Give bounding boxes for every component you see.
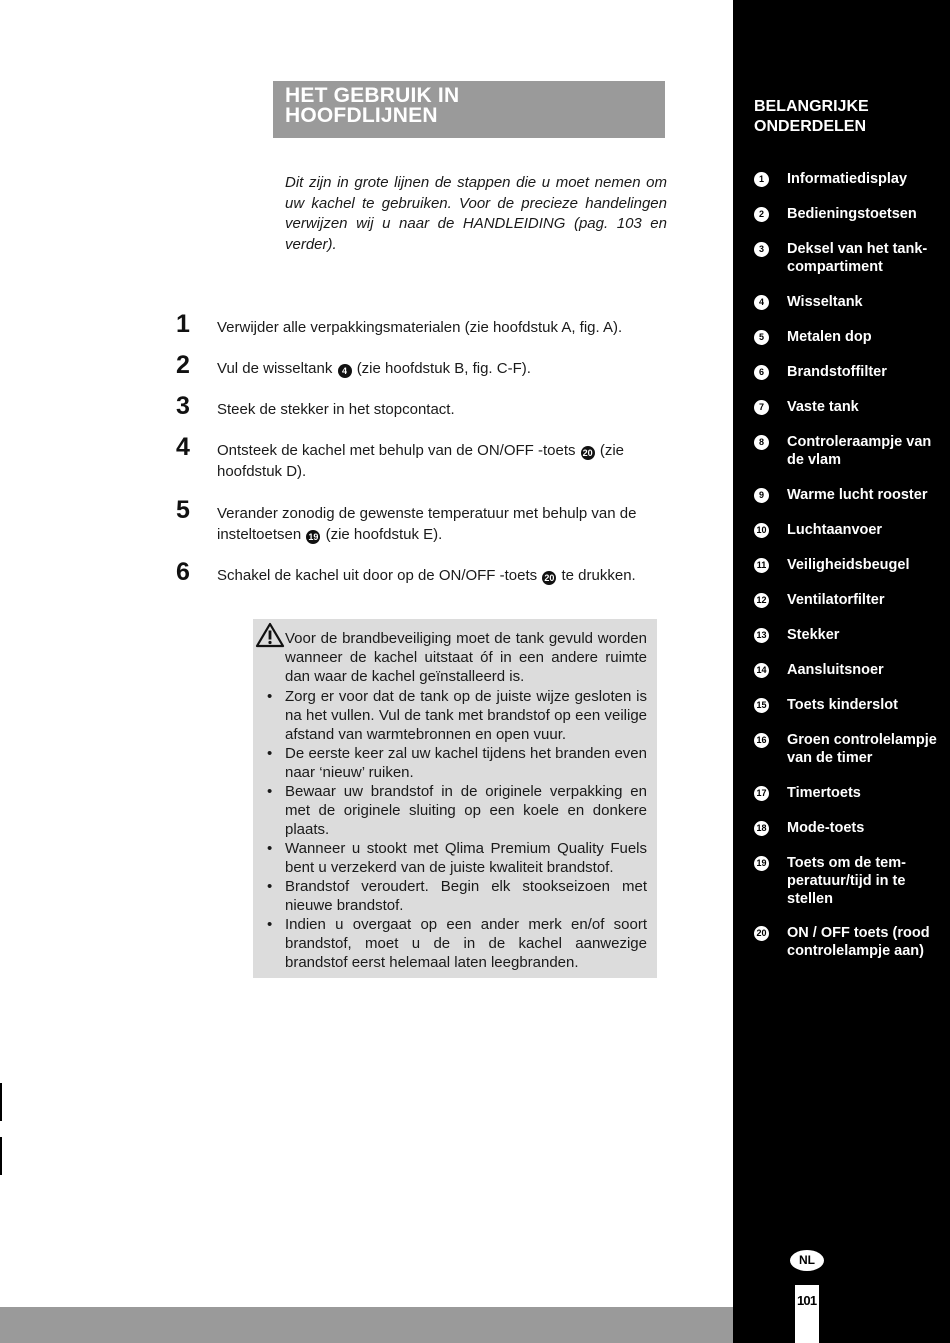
part-number: 5 <box>754 330 769 345</box>
part-number: 16 <box>754 733 769 748</box>
step-text: Steek de stekker in het stopcontact. <box>217 401 455 418</box>
page-title-line1: HET GEBRUIK IN <box>285 84 460 107</box>
part-number: 11 <box>754 558 769 573</box>
part-label: Timertoets <box>787 785 861 801</box>
part-number: 8 <box>754 435 769 450</box>
warning-bullets <box>267 687 647 972</box>
part-label: Vaste tank <box>787 399 859 415</box>
step-number: 2 <box>176 351 190 379</box>
part-label: Deksel van het tank-compartiment <box>787 241 928 275</box>
part-number: 18 <box>754 821 769 836</box>
part-number: 6 <box>754 365 769 380</box>
part-label: Controleraampje van de vlam <box>787 434 932 468</box>
part-label: Informatiedisplay <box>787 171 908 187</box>
part-label: Warme lucht rooster <box>787 487 928 503</box>
warning-bullet: • Wanneer u stookt met Qlima Premium Quality Fuels bent u verzekerd van de juiste kwaliteit brandstof. <box>267 839 647 877</box>
step-number: 6 <box>176 558 190 586</box>
edge-mark <box>0 1137 2 1175</box>
step-number: 3 <box>176 392 190 420</box>
bottom-bar <box>0 1307 733 1343</box>
part-label: Luchtaanvoer <box>787 522 883 538</box>
part-reference-badge: 20 <box>582 448 593 458</box>
intro-paragraph: Dit zijn in grote lijnen de stappen die u moet nemen om uw kachel te gebruiken. Voor de precieze handelingen verwijzen wij u naar de HANDLEIDING (pag. 103 en verder). <box>285 174 667 253</box>
warning-triangle-icon <box>255 622 285 648</box>
warning-bullet: • Brandstof veroudert. Begin elk stookseizoen met nieuwe brandstof. <box>267 877 647 915</box>
page-title-line2: HOOFDLIJNEN <box>285 104 438 127</box>
part-number: 10 <box>754 523 769 538</box>
page-number-text: 101 <box>797 1293 817 1308</box>
step-text: Schakel de kachel uit door op de ON/OFF -toets 20 te drukken. <box>217 567 636 584</box>
part-number: 20 <box>754 926 769 941</box>
part-label: Wisseltank <box>787 294 863 310</box>
part-label: Veiligheidsbeugel <box>787 557 910 573</box>
part-label: Brandstoffilter <box>787 364 887 380</box>
step-text: Verwijder alle verpakkingsmaterialen (zie hoofdstuk A, fig. A). <box>217 319 623 336</box>
sidebar <box>733 0 950 1343</box>
sidebar-title-line1: BELANGRIJKE <box>754 98 869 115</box>
step-text: Ontsteek de kachel met behulp van de ON/OFF -toets 20 (zie hoofdstuk D). <box>217 442 625 480</box>
part-number: 12 <box>754 593 769 608</box>
part-label: ON / OFF toets (rood controlelampje aan) <box>787 925 930 959</box>
edge-mark <box>0 1083 2 1121</box>
part-label: Ventilatorfilter <box>787 592 885 608</box>
warning-bullet: • Bewaar uw brandstof in de originele verpakking en met de originele sluiting op een koele en donkere plaats. <box>267 782 647 839</box>
part-label: Aansluitsnoer <box>787 662 884 678</box>
part-number: 1 <box>754 172 769 187</box>
language-badge: NL <box>790 1250 824 1271</box>
part-number: 9 <box>754 488 769 503</box>
part-number: 7 <box>754 400 769 415</box>
step-number: 1 <box>176 310 190 338</box>
part-number: 3 <box>754 242 769 257</box>
step-text: Vul de wisseltank 4 (zie hoofdstuk B, fig. C-F). <box>217 360 531 377</box>
part-number: 19 <box>754 856 769 871</box>
step-number: 4 <box>176 433 190 461</box>
sidebar-title <box>754 97 934 137</box>
part-number: 15 <box>754 698 769 713</box>
page-title <box>273 81 665 138</box>
part-reference-badge: 20 <box>544 573 555 583</box>
part-label: Mode-toets <box>787 820 865 836</box>
warning-bullet: • Indien u overgaat op een ander merk en/of soort brandstof, moet u de in de kachel aanwezige brandstof eerst helemaal laten leegbranden. <box>267 915 647 972</box>
part-reference-badge: 4 <box>338 364 352 378</box>
part-label: Bedieningstoetsen <box>787 206 917 222</box>
page-number <box>795 1285 819 1343</box>
sidebar-title-line2: ONDERDELEN <box>754 118 867 135</box>
warning-bullet: • Zorg er voor dat de tank op de juiste wijze gesloten is na het vullen. Vul de tank met brandstof op een veilige afstand van warmtebronnen en open vuur. <box>267 687 647 744</box>
part-label: Metalen dop <box>787 329 872 345</box>
part-label: Toets kinderslot <box>787 697 898 713</box>
part-number: 17 <box>754 786 769 801</box>
part-label: Stekker <box>787 627 840 643</box>
step-number: 5 <box>176 496 190 524</box>
part-number: 2 <box>754 207 769 222</box>
part-reference-badge: 19 <box>308 532 319 542</box>
part-number: 13 <box>754 628 769 643</box>
part-label: Groen controlelampje van de timer <box>787 732 937 766</box>
warning-bullet: • De eerste keer zal uw kachel tijdens het branden even naar ‘nieuw’ ruiken. <box>267 744 647 782</box>
part-number: 14 <box>754 663 769 678</box>
part-number: 4 <box>754 295 769 310</box>
part-label: Toets om de tem-peratuur/tijd in te stellen <box>787 855 906 907</box>
warning-box <box>253 619 657 978</box>
warning-first-text: Voor de brandbeveiliging moet de tank gevuld worden wanneer de kachel uitstaat óf in een andere ruimte dan waar de kachel geïnstalleerd is. <box>285 630 647 685</box>
step-text: Verander zonodig de gewenste temperatuur met behulp van de insteltoetsen 19 (zie hoofdstuk E). <box>217 505 637 543</box>
